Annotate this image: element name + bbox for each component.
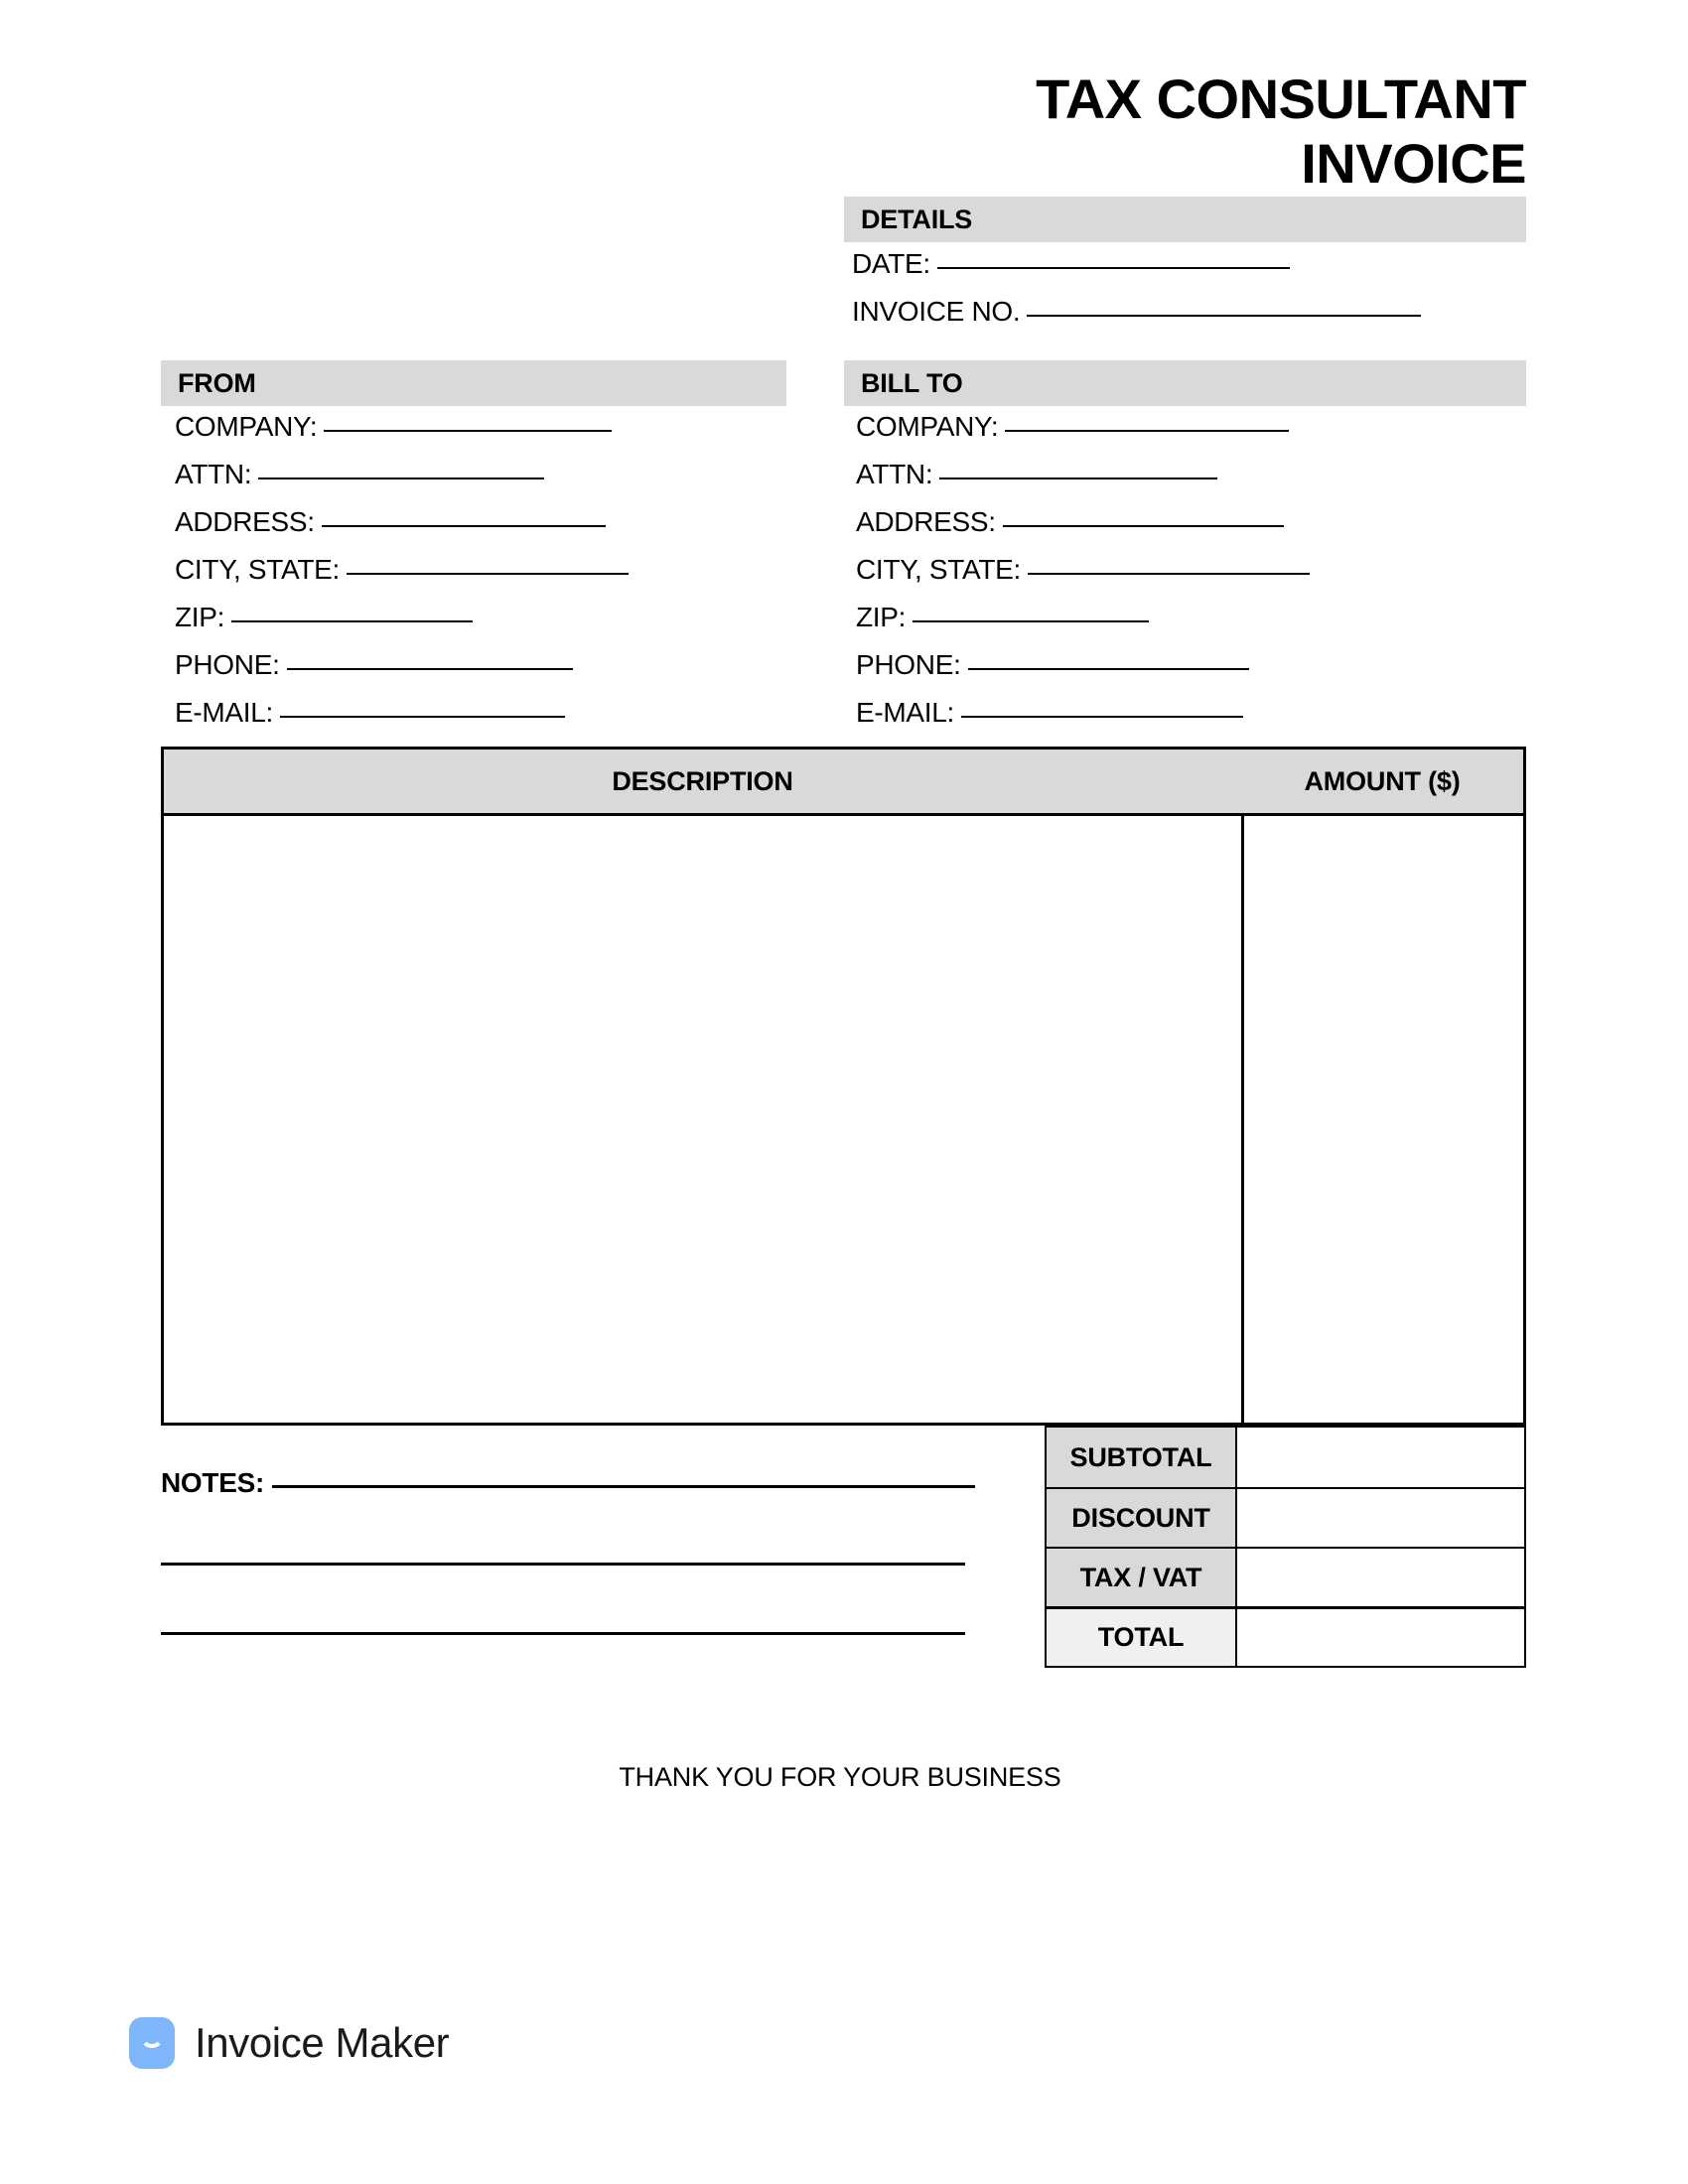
totals-row-label: DISCOUNT	[1047, 1487, 1237, 1547]
bill-to-field-label: ATTN:	[856, 459, 933, 489]
invoice-title	[695, 68, 1526, 197]
totals-row-label: SUBTOTAL	[1047, 1428, 1237, 1487]
from-field-input-line[interactable]	[347, 573, 629, 575]
details-section-header	[844, 197, 1526, 242]
details-field-input-line[interactable]	[937, 267, 1290, 269]
from-field-input-line[interactable]	[287, 668, 573, 670]
column-header-amount: AMOUNT ($)	[1304, 766, 1461, 796]
bill-to-field-label: CITY, STATE:	[856, 554, 1021, 585]
from-field-row	[175, 554, 629, 602]
from-field-row	[175, 459, 629, 506]
totals-row	[1047, 1487, 1524, 1547]
from-field-row	[175, 602, 629, 649]
line-items-table	[161, 747, 1526, 1426]
totals-row-value[interactable]	[1237, 1606, 1524, 1666]
invoice-title-line-2: INVOICE	[1301, 131, 1526, 195]
from-field-label: CITY, STATE:	[175, 554, 340, 585]
notes-input-line-3[interactable]	[161, 1632, 965, 1635]
bill-to-field-label: ADDRESS:	[856, 506, 996, 537]
totals-row	[1047, 1428, 1524, 1487]
bill-to-field-label: COMPANY:	[856, 411, 999, 442]
details-field-input-line[interactable]	[1027, 315, 1421, 317]
from-field-label: ZIP:	[175, 602, 225, 632]
invoice-title-line-1: TAX CONSULTANT	[1036, 68, 1526, 130]
from-field-input-line[interactable]	[258, 478, 544, 479]
bill-to-field-input-line[interactable]	[968, 668, 1249, 670]
from-field-row	[175, 506, 629, 554]
from-field-row	[175, 697, 629, 745]
from-field-label: ATTN:	[175, 459, 252, 489]
from-field-input-line[interactable]	[322, 525, 606, 527]
totals-row-label: TAX / VAT	[1047, 1547, 1237, 1606]
line-items-column-divider	[1241, 816, 1244, 1426]
bill-to-field-input-line[interactable]	[1005, 430, 1289, 432]
column-header-description: DESCRIPTION	[612, 766, 793, 796]
from-field-input-line[interactable]	[324, 430, 612, 432]
from-field-row	[175, 411, 629, 459]
details-heading-label: DETAILS	[861, 204, 973, 234]
bill-to-field-input-line[interactable]	[961, 716, 1243, 718]
from-field-label: PHONE:	[175, 649, 280, 680]
notes-input-line-1[interactable]	[272, 1485, 975, 1488]
details-field-label: DATE:	[852, 248, 930, 279]
from-section-header	[161, 360, 786, 406]
totals-row-label: TOTAL	[1047, 1606, 1237, 1666]
from-field-list	[175, 411, 629, 745]
bill-to-field-input-line[interactable]	[1028, 573, 1310, 575]
totals-row	[1047, 1606, 1524, 1666]
details-field-label: INVOICE NO.	[852, 296, 1021, 327]
bill-to-field-row	[856, 411, 1310, 459]
bill-to-heading-label: BILL TO	[861, 367, 963, 398]
thank-you-message	[0, 1762, 1688, 1793]
notes-line-1-row	[161, 1467, 975, 1499]
line-items-table-header	[164, 750, 1523, 816]
bill-to-field-label: PHONE:	[856, 649, 961, 680]
totals-table	[1045, 1426, 1526, 1668]
from-field-label: COMPANY:	[175, 411, 318, 442]
brand-name-label: Invoice Maker	[195, 2019, 450, 2066]
details-field-row	[852, 296, 1421, 343]
totals-row-value[interactable]	[1237, 1487, 1524, 1547]
bill-to-field-input-line[interactable]	[939, 478, 1217, 479]
totals-row	[1047, 1547, 1524, 1606]
from-field-input-line[interactable]	[231, 620, 473, 622]
from-field-label: ADDRESS:	[175, 506, 315, 537]
brand-footer	[129, 2017, 449, 2069]
thank-you-text: THANK YOU FOR YOUR BUSINESS	[619, 1762, 1061, 1792]
bill-to-field-list	[856, 411, 1310, 745]
totals-row-value[interactable]	[1237, 1547, 1524, 1606]
bill-to-field-input-line[interactable]	[913, 620, 1149, 622]
smile-arc-shape	[140, 2036, 164, 2048]
totals-row-value[interactable]	[1237, 1428, 1524, 1487]
bill-to-field-label: E-MAIL:	[856, 697, 955, 728]
from-field-input-line[interactable]	[280, 716, 565, 718]
bill-to-field-row	[856, 697, 1310, 745]
bill-to-field-row	[856, 649, 1310, 697]
smile-logo-icon	[129, 2017, 175, 2069]
notes-label: NOTES:	[161, 1467, 264, 1498]
bill-to-field-row	[856, 554, 1310, 602]
line-items-entry-area[interactable]	[164, 816, 1523, 1426]
from-heading-label: FROM	[178, 367, 256, 398]
bill-to-field-row	[856, 459, 1310, 506]
details-field-list	[852, 248, 1421, 343]
bill-to-field-input-line[interactable]	[1003, 525, 1284, 527]
bill-to-field-row	[856, 602, 1310, 649]
bill-to-field-label: ZIP:	[856, 602, 907, 632]
bill-to-field-row	[856, 506, 1310, 554]
from-field-label: E-MAIL:	[175, 697, 274, 728]
notes-input-line-2[interactable]	[161, 1563, 965, 1566]
from-field-row	[175, 649, 629, 697]
notes-section	[161, 1467, 975, 1635]
bill-to-section-header	[844, 360, 1526, 406]
details-field-row	[852, 248, 1421, 296]
